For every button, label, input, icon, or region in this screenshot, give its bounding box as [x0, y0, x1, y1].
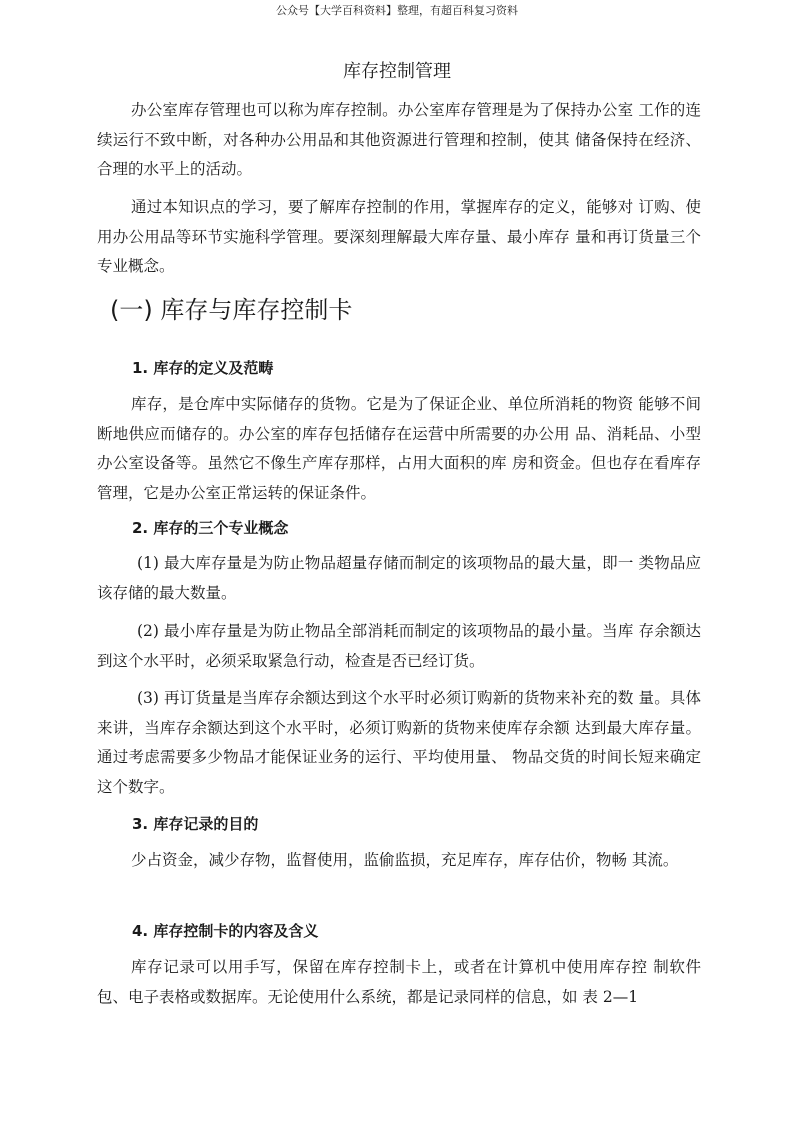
record-purpose-paragraph: 少占资金，减少存物，监督使用，监偷监损，充足库存，库存估价，物畅 其流。	[131, 851, 679, 869]
concept-max-paragraph: (1) 最大库存量是为防止物品超量存储而制定的该项物品的最大量，即一 类物品应该存储的最大数量。	[97, 554, 701, 602]
definition-paragraph: 库存，是仓库中实际储存的货物。它是为了保证企业、单位所消耗的物资 能够不间断地供应而储存的。办公室的库存包括储存在运营中所需要的办公用 品、消耗品、小型办公室设备等。虽然它不像生产库存那样，占用大面积的库 房和资金。但也存在看库存管理，它是办公室正常运转的保证条件。	[97, 395, 701, 502]
intro-paragraph-2: 通过本知识点的学习，要了解库存控制的作用，掌握库存的定义，能够对 订购、使用办公用品等环节实施科学管理。要深刻理解最大库存量、最小库存 量和再订货量三个专业概念。	[97, 198, 701, 275]
concept-reorder-paragraph: (3) 再订货量是当库存余额达到这个水平时必须订购新的货物来补充的数 量。具体来讲，当库存余额达到这个水平时，必须订购新的货物来使库存余额 达到最大库存量。通过考虑需要多少物品才能保证业务的运行、平均使用量、 物品交货的时间长短来确定这个数字。	[97, 689, 701, 796]
subsection-heading-2: 2. 库存的三个专业概念	[132, 519, 289, 537]
concept-min-paragraph: (2) 最小库存量是为防止物品全部消耗而制定的该项物品的最小量。当库 存余额达到这个水平时，必须采取紧急行动，检查是否已经订货。	[97, 622, 701, 670]
subsection-heading-1: 1. 库存的定义及范畴	[132, 359, 274, 377]
intro-paragraph-1: 办公室库存管理也可以称为库存控制。办公室库存管理是为了保持办公室 工作的连续运行不致中断，对各种办公用品和其他资源进行管理和控制，使其 储备保持在经济、合理的水平上的活动。	[97, 101, 701, 178]
subsection-heading-3: 3. 库存记录的目的	[132, 815, 259, 833]
page-header: 公众号【大学百科资料】整理，有超百科复习资料	[276, 4, 518, 17]
subsection-heading-4: 4. 库存控制卡的内容及含义	[132, 922, 319, 940]
page-title: 库存控制管理	[343, 61, 451, 82]
section-heading: (一) 库存与库存控制卡	[110, 296, 353, 324]
control-card-paragraph: 库存记录可以用手写，保留在库存控制卡上，或者在计算机中使用库存控 制软件包、电子表格或数据库。无论使用什么系统，都是记录同样的信息，如 表 2—1	[97, 958, 701, 1006]
